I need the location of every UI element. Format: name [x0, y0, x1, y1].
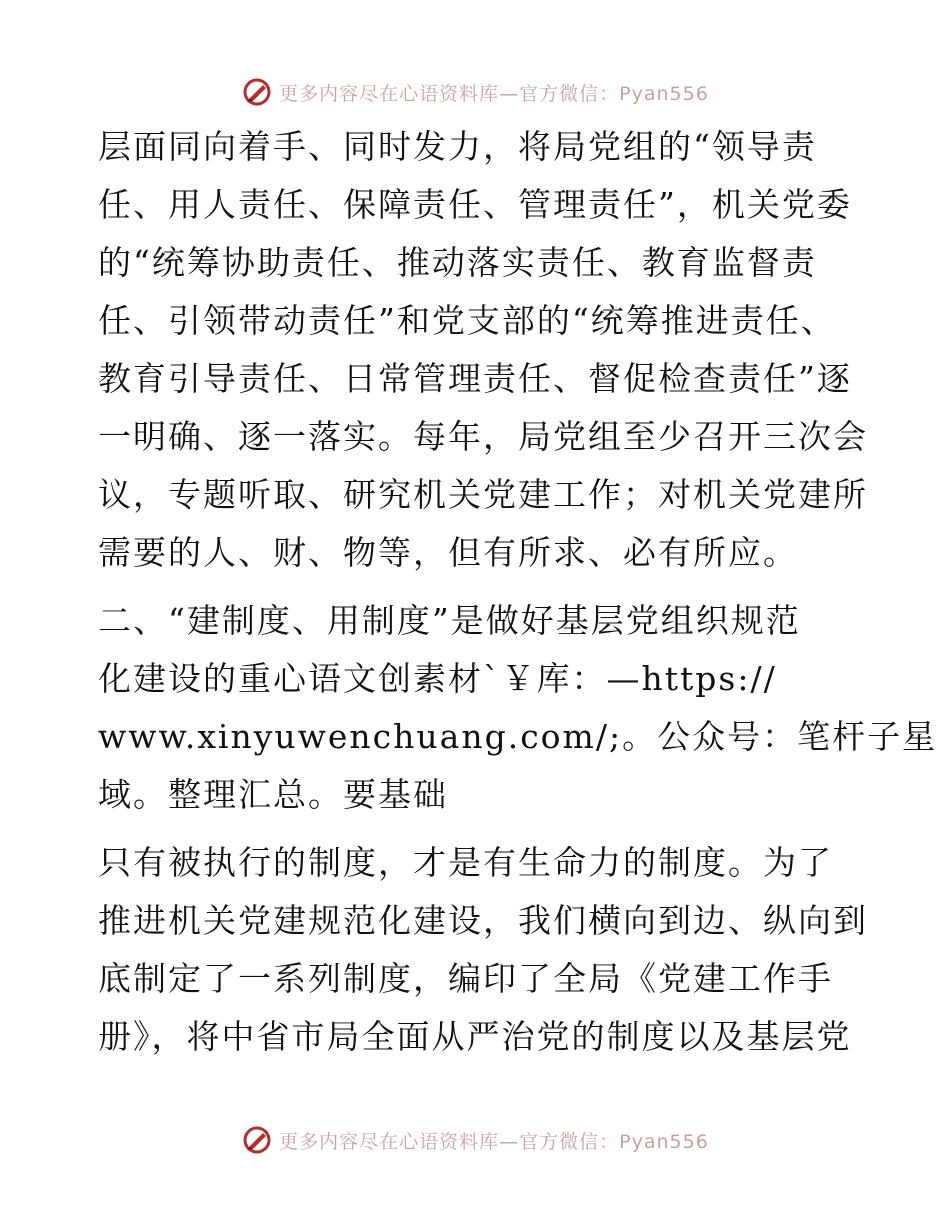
text-line: 教育引导责任、日常管理责任、督促检查责任”逐 [98, 359, 852, 398]
header-watermark [0, 72, 950, 112]
paragraph-spacer [98, 824, 858, 834]
text-line: 任、用人责任、保障责任、管理责任”，机关党委 [98, 185, 852, 224]
text-line: 需要的人、财、物等，但有所求、必有所应。 [98, 533, 798, 572]
text-line: 任、引领带动责任”和党支部的“统筹推进责任、 [98, 301, 836, 340]
header-watermark-text: 更多内容尽在心语资料库—官方微信：Pyan556 [279, 82, 709, 105]
text-line: 册》，将中省市局全面从严治党的制度以及基层党 [98, 1017, 852, 1056]
text-line: 的“统筹协助责任、推动落实责任、教育监督责 [98, 243, 817, 282]
text-line: 底制定了一系列制度，编印了全局《党建工作手 [98, 959, 833, 998]
brand-logo-icon [241, 1124, 273, 1156]
text-line: 化建设的重心语文创素材`￥库：—https:// [98, 659, 777, 698]
text-line: 议，专题听取、研究机关党建工作；对机关党建所 [98, 475, 868, 514]
text-line: 一明确、逐一落实。每年，局党组至少召开三次会 [98, 417, 868, 456]
section-heading-line: 二、“建制度、用制度”是做好基层党组织规范 [98, 601, 801, 640]
paragraph-1 [98, 118, 868, 582]
paragraph-spacer [98, 582, 858, 592]
paragraph-3 [98, 834, 868, 1066]
text-line: www.xinyuwenchuang.com/;。公众号：笔杆子星 [98, 717, 938, 756]
text-line: 只有被执行的制度，才是有生命力的制度。为了 [98, 843, 833, 882]
text-line: 推进机关党建规范化建设，我们横向到边、纵向到 [98, 901, 868, 940]
paragraph-2 [98, 592, 938, 824]
document-body [98, 118, 938, 1066]
brand-logo-icon [241, 76, 273, 108]
footer-watermark [0, 1120, 950, 1160]
footer-watermark-text: 更多内容尽在心语资料库—官方微信：Pyan556 [279, 1130, 709, 1153]
text-line: 域。整理汇总。要基础 [98, 775, 448, 814]
text-line: 层面同向着手、同时发力，将局党组的“领导责 [98, 127, 817, 166]
